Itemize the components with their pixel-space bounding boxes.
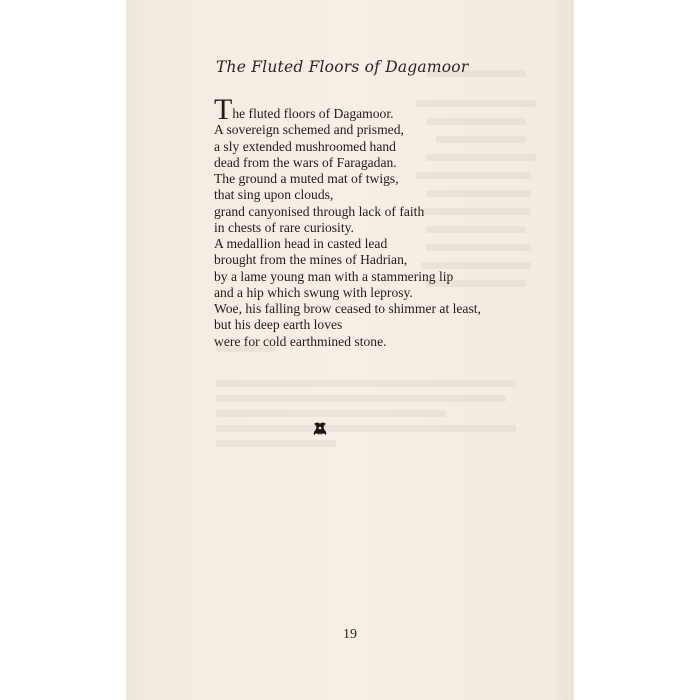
poem-line: a sly extended mushroomed hand bbox=[214, 138, 396, 154]
poem-line: in chests of rare curiosity. bbox=[214, 219, 354, 235]
poem-line: by a lame young man with a stammering lip bbox=[214, 268, 454, 284]
poem-line: brought from the mines of Hadrian, bbox=[214, 252, 408, 268]
poem-line: A sovereign schemed and prismed, bbox=[214, 122, 404, 138]
poem-title: The Fluted Floors of Dagamoor bbox=[216, 58, 469, 76]
fleuron-ornament-icon bbox=[312, 421, 328, 437]
poem-line: were for cold earthmined stone. bbox=[214, 333, 387, 349]
book-page bbox=[126, 0, 574, 700]
page-number: 19 bbox=[343, 627, 357, 642]
poem-line: Woe, his falling brow ceased to shimmer at least, bbox=[214, 301, 481, 316]
first-line-text: he fluted floors of Dagamoor. bbox=[232, 106, 394, 121]
poem-line: that sing upon clouds, bbox=[214, 187, 334, 203]
poem-line: dead from the wars of Faragadan. bbox=[214, 154, 397, 170]
poem-line: The ground a muted mat of twigs, bbox=[214, 171, 399, 186]
poem-body bbox=[214, 93, 481, 350]
poem-line-1 bbox=[214, 93, 481, 126]
poem-line: but his deep earth loves bbox=[214, 317, 343, 333]
drop-cap: T bbox=[214, 93, 233, 126]
poem-line: grand canyonised through lack of faith bbox=[214, 203, 425, 219]
poem-line: and a hip which swung with leprosy. bbox=[214, 284, 413, 300]
poem-line: A medallion head in casted lead bbox=[214, 236, 388, 251]
